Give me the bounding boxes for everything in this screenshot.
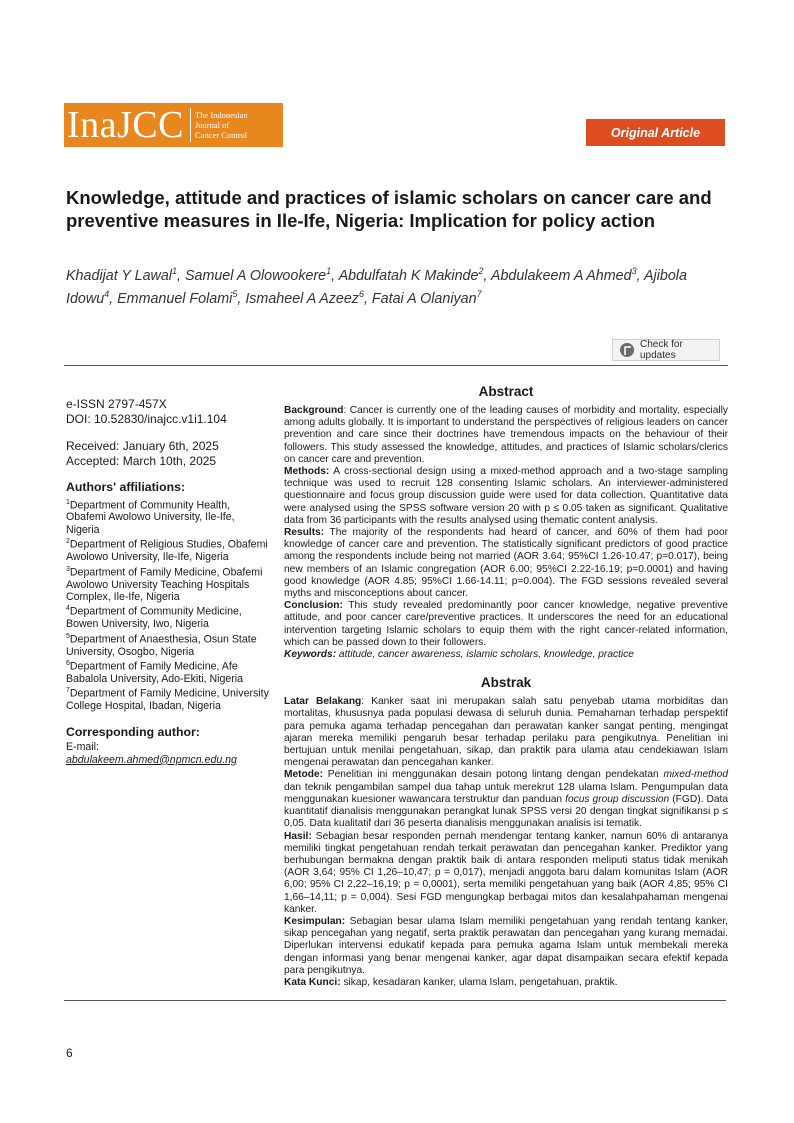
affiliation-item bbox=[66, 631, 271, 658]
author-name: Fatai A Olaniyan bbox=[371, 290, 477, 307]
label-latar-belakang: Latar Belakang bbox=[284, 696, 362, 708]
logo-brand: InaJCC bbox=[67, 104, 184, 146]
journal-logo bbox=[64, 103, 283, 147]
abstrak-kata-kunci bbox=[284, 977, 728, 989]
text-methods: A cross-sectional design using a mixed-method approach and a two-stage sampling technique was used to recruit 128 consenting Islamic scholars. An interviewer-administered questionnaire and focus group discussion guide were used for data collection. Quantitative data were analysed using the SPSS software version 20 with p ≤ 0.05 taken as significant. Qualitative data from 36 participants with the results analysed using thematic content analysis. bbox=[284, 466, 728, 526]
author-affiliation-number: 3 bbox=[631, 266, 637, 276]
label-background: Background bbox=[284, 405, 344, 416]
author-affiliation-number: 7 bbox=[476, 288, 482, 299]
label-kesimpulan: Kesimpulan: bbox=[284, 915, 346, 927]
abstrak-kesimpulan bbox=[284, 916, 728, 977]
abstract-results bbox=[284, 527, 728, 600]
affiliation-text: Department of Community Health, Obafemi Awolowo University, Ile-Ife, Nigeria bbox=[66, 499, 235, 536]
text-results: The majority of the respondents had heard of cancer, and 60% of them had poor knowledge of cancer care and prevention. The statistically significant predictors of good practice among the respondents include being not married (AOR 3.64; 95%CI 1.26-10.47; p=0.017), being new members of an Islamic congregation (AOR 6.00; 95%CI 2.22-16.19; p=0.0001) and having good knowledge (AOR 4.85; 95%CI 1.66-14.11; p=0.004). The FGD sessions revealed several myths and misconceptions about cancer. bbox=[284, 527, 728, 600]
text-conclusion: This study revealed predominantly poor cancer knowledge, negative preventive attitude, and poor cancer care/preventive practices. It underscores the need for an educational intervention targeting Islamic scholars to equip them with the right cancer-related information, which can be passed down to their followers. bbox=[284, 600, 728, 648]
label-conclusion: Conclusion: bbox=[284, 600, 343, 612]
author-name: Khadijat Y Lawal bbox=[66, 267, 172, 284]
author-name: Samuel A Olowookere bbox=[184, 267, 327, 284]
affiliation-number: 1 bbox=[66, 498, 70, 506]
affiliation-item bbox=[66, 658, 271, 685]
text-keywords: attitude, cancer awareness, islamic scholars, knowledge, practice bbox=[336, 649, 634, 661]
abstrak-hasil bbox=[284, 831, 728, 916]
affiliation-item bbox=[66, 564, 271, 604]
affiliation-number: 5 bbox=[66, 632, 70, 640]
text-hasil: Sebagian besar responden pernah mendengar tentang kanker, namun 60% di antaranya memiliki tingkat pengetahuan rendah terkait perawatan dan pencegahan kanker. Prediktor yang berhubungan bermakna dengan praktik baik di antara responden meliputi status tidak menikah (AOR 3,64; 95% CI 1,26–10,47; p = 0,017), menjadi anggota baru dalam komunitas Islam (AOR 6,00; 95% CI 2,22–16,19; p = 0,0001), serta memiliki pengetahuan yang baik (AOR 4,85; 95% CI 1,66–14,11; p = 0,004). Sesi FGD mengungkap berbagai mitos dan kesalahpahaman mengenai kanker. bbox=[284, 830, 728, 915]
check-for-updates-button[interactable] bbox=[612, 339, 720, 361]
label-metode: Metode: bbox=[284, 769, 324, 781]
text-kesimpulan: Sebagian besar ulama Islam memiliki pengetahuan yang rendah tentang kanker, sikap pencegahan yang negatif, serta praktik perawatan dan pencegahan yang kurang memadai. Diperlukan intervensi edukatif kepada para pemuka agama Islam untuk membekali mereka dengan informasi yang benar mengenai kanker, agar dapat disampaikan secara efektif kepada para pengikutnya. bbox=[284, 915, 728, 976]
corresponding-email-link[interactable]: abdulakeem.ahmed@npmcn.edu.ng bbox=[66, 753, 237, 766]
abstrak-heading: Abstrak bbox=[480, 675, 532, 691]
received-date: Received: January 6th, 2025 bbox=[66, 439, 219, 453]
email-label: E-mail: bbox=[66, 741, 99, 754]
text-latar-belakang: : Kanker saat ini merupakan salah satu penyebab utama morbiditas dan mortalitas, khususnya pada populasi dewasa di seluruh dunia. Pemahaman terhadap perspektif para pemuka agama terhadap pencegahan dan perawatan kanker sangat penting, mengingat ajaran mereka memiliki pengaruh besar terhadap perilaku para pengikutnya. Penelitian ini bertujuan untuk menilai pengetahuan, sikap, dan praktik para ulama atau cendekiawan Islam mengenai perawatan dan pencegahan kanker. bbox=[284, 696, 728, 769]
affiliation-number: 7 bbox=[66, 687, 70, 695]
logo-subtitle bbox=[195, 110, 248, 140]
abstract-keywords bbox=[284, 649, 728, 661]
author-name: Abdulfatah K Makinde bbox=[338, 267, 479, 284]
affiliation-item bbox=[66, 685, 271, 712]
author-name: Emmanuel Folami bbox=[117, 290, 233, 307]
affiliations-heading: Authors' affiliations: bbox=[66, 480, 186, 494]
abstract-methods bbox=[284, 466, 728, 527]
author-affiliation-number: 2 bbox=[478, 266, 484, 276]
abstrak-latar-belakang bbox=[284, 696, 728, 769]
affiliation-text: Department of Community Medicine, Bowen University, Iwo, Nigeria bbox=[66, 605, 242, 631]
text-kata-kunci: sikap, kesadaran kanker, ulama Islam, pengetahuan, praktik. bbox=[340, 976, 618, 988]
label-hasil: Hasil: bbox=[284, 830, 312, 842]
affiliation-item bbox=[66, 497, 271, 537]
affiliation-text: Department of Family Medicine, Obafemi Awolowo University Teaching Hospitals Complex, Ile-Ife, Nigeria bbox=[66, 566, 263, 603]
logo-sub-line-1: The Indonesian bbox=[195, 110, 248, 120]
affiliation-text: Department of Anaesthesia, Osun State University, Osogbo, Nigeria bbox=[66, 633, 257, 658]
abstract-heading: Abstract bbox=[478, 384, 534, 399]
affiliation-number: 3 bbox=[66, 565, 70, 573]
abstract-column bbox=[284, 384, 728, 989]
text-metode-italic-2: focus group discussion bbox=[565, 793, 670, 805]
affiliation-number: 4 bbox=[66, 605, 70, 613]
logo-divider bbox=[190, 108, 191, 142]
affiliation-text: Department of Religious Studies, Obafemi Awolowo University, Ile-Ife, Nigeria bbox=[66, 538, 268, 564]
footer-divider bbox=[64, 1000, 726, 1001]
crossmark-icon bbox=[620, 343, 634, 357]
article-title: Knowledge, attitude and practices of islamic scholars on cancer care and preventive measures in Ile-Ife, Nigeria: Implication for policy action bbox=[66, 187, 712, 231]
doi: DOI: 10.52830/inajcc.v1i1.104 bbox=[66, 411, 227, 426]
label-keywords: Keywords: bbox=[284, 649, 337, 661]
eissn: e-ISSN 2797-457X bbox=[66, 397, 167, 411]
text-metode-b: dan teknik pengambilan sampel dua tahap untuk merekrut 128 ulama Islam. Pengumpulan data menggunakan kuesioner wawancara terstruktur dan panduan bbox=[284, 781, 728, 805]
page-number: 6 bbox=[66, 1046, 73, 1060]
email-line bbox=[66, 754, 271, 766]
logo-sub-line-2: Journal of bbox=[195, 120, 230, 130]
author-affiliation-number: 1 bbox=[326, 266, 332, 276]
text-background: : Cancer is currently one of the leading causes of morbidity and mortality, especially among adults globally. It is important to understand the perspectives of religious leaders on cancer prevention and care since their doctrines have tremendous impacts on the behaviour of their followers. This study assessed the knowledge, attitudes, and practices of Islamic scholars/clerics on cancer care and prevention. bbox=[284, 405, 728, 465]
author-affiliation-number: 1 bbox=[171, 266, 177, 276]
affiliation-number: 6 bbox=[66, 660, 70, 668]
author-name: Ajibola Idowu bbox=[66, 267, 687, 307]
author-list: Khadijat Y Lawal$^1$, Samuel A Olowookere$^1$, Abdulfatah K Makinde$^2$, Abdulakeem A Ahmed$^3$, Ajibola Idowu$^4$, Emmanuel Folami$^5$, Ismaheel A Azeez$^6$, Fatai A Olaniyan$^7$ bbox=[66, 266, 687, 307]
accepted-date: Accepted: March 10th, 2025 bbox=[66, 453, 217, 468]
label-methods: Methods: bbox=[284, 466, 330, 478]
author-name: Ismaheel A Azeez bbox=[245, 290, 359, 307]
author-name: Abdulakeem A Ahmed bbox=[490, 267, 632, 284]
affiliation-number: 2 bbox=[66, 538, 70, 546]
label-results: Results: bbox=[284, 527, 325, 539]
affiliation-text: Department of Family Medicine, Afe Babalola University, Ado-Ekiti, Nigeria bbox=[66, 660, 244, 685]
text-metode-a: Penelitian ini menggunakan desain potong lintang dengan pendekatan bbox=[323, 769, 664, 781]
text-metode-c: (FGD). Data kuantitatif dianalisis menggunakan perangkat lunak SPSS versi 20 dengan tingkat signifikansi p ≤ 0,05. Data kualitatif dari 36 peserta dianalisis menggunakan analisis isi tematik. bbox=[284, 793, 728, 830]
author-affiliation-number: 5 bbox=[232, 288, 238, 299]
text-metode-italic-1: mixed-method bbox=[663, 769, 728, 781]
affiliation-item bbox=[66, 536, 271, 563]
abstract-background bbox=[284, 405, 728, 466]
author-affiliation-number: 6 bbox=[358, 288, 364, 299]
abstrak-metode bbox=[284, 769, 728, 830]
logo-sub-line-3: Cancer Control bbox=[195, 130, 248, 140]
affiliation-text: Department of Family Medicine, University College Hospital, Ibadan, Nigeria bbox=[66, 687, 269, 713]
corresponding-author-heading: Corresponding author: bbox=[66, 724, 200, 739]
author-affiliation-number: 4 bbox=[104, 288, 110, 299]
check-for-updates-label: Check for updates bbox=[640, 339, 683, 361]
article-sidebar bbox=[66, 397, 271, 766]
header-divider bbox=[64, 365, 728, 366]
article-type-badge: Original Article bbox=[586, 119, 725, 146]
affiliation-item bbox=[66, 603, 271, 630]
label-kata-kunci: Kata Kunci: bbox=[284, 976, 341, 988]
abstract-conclusion bbox=[284, 600, 728, 649]
